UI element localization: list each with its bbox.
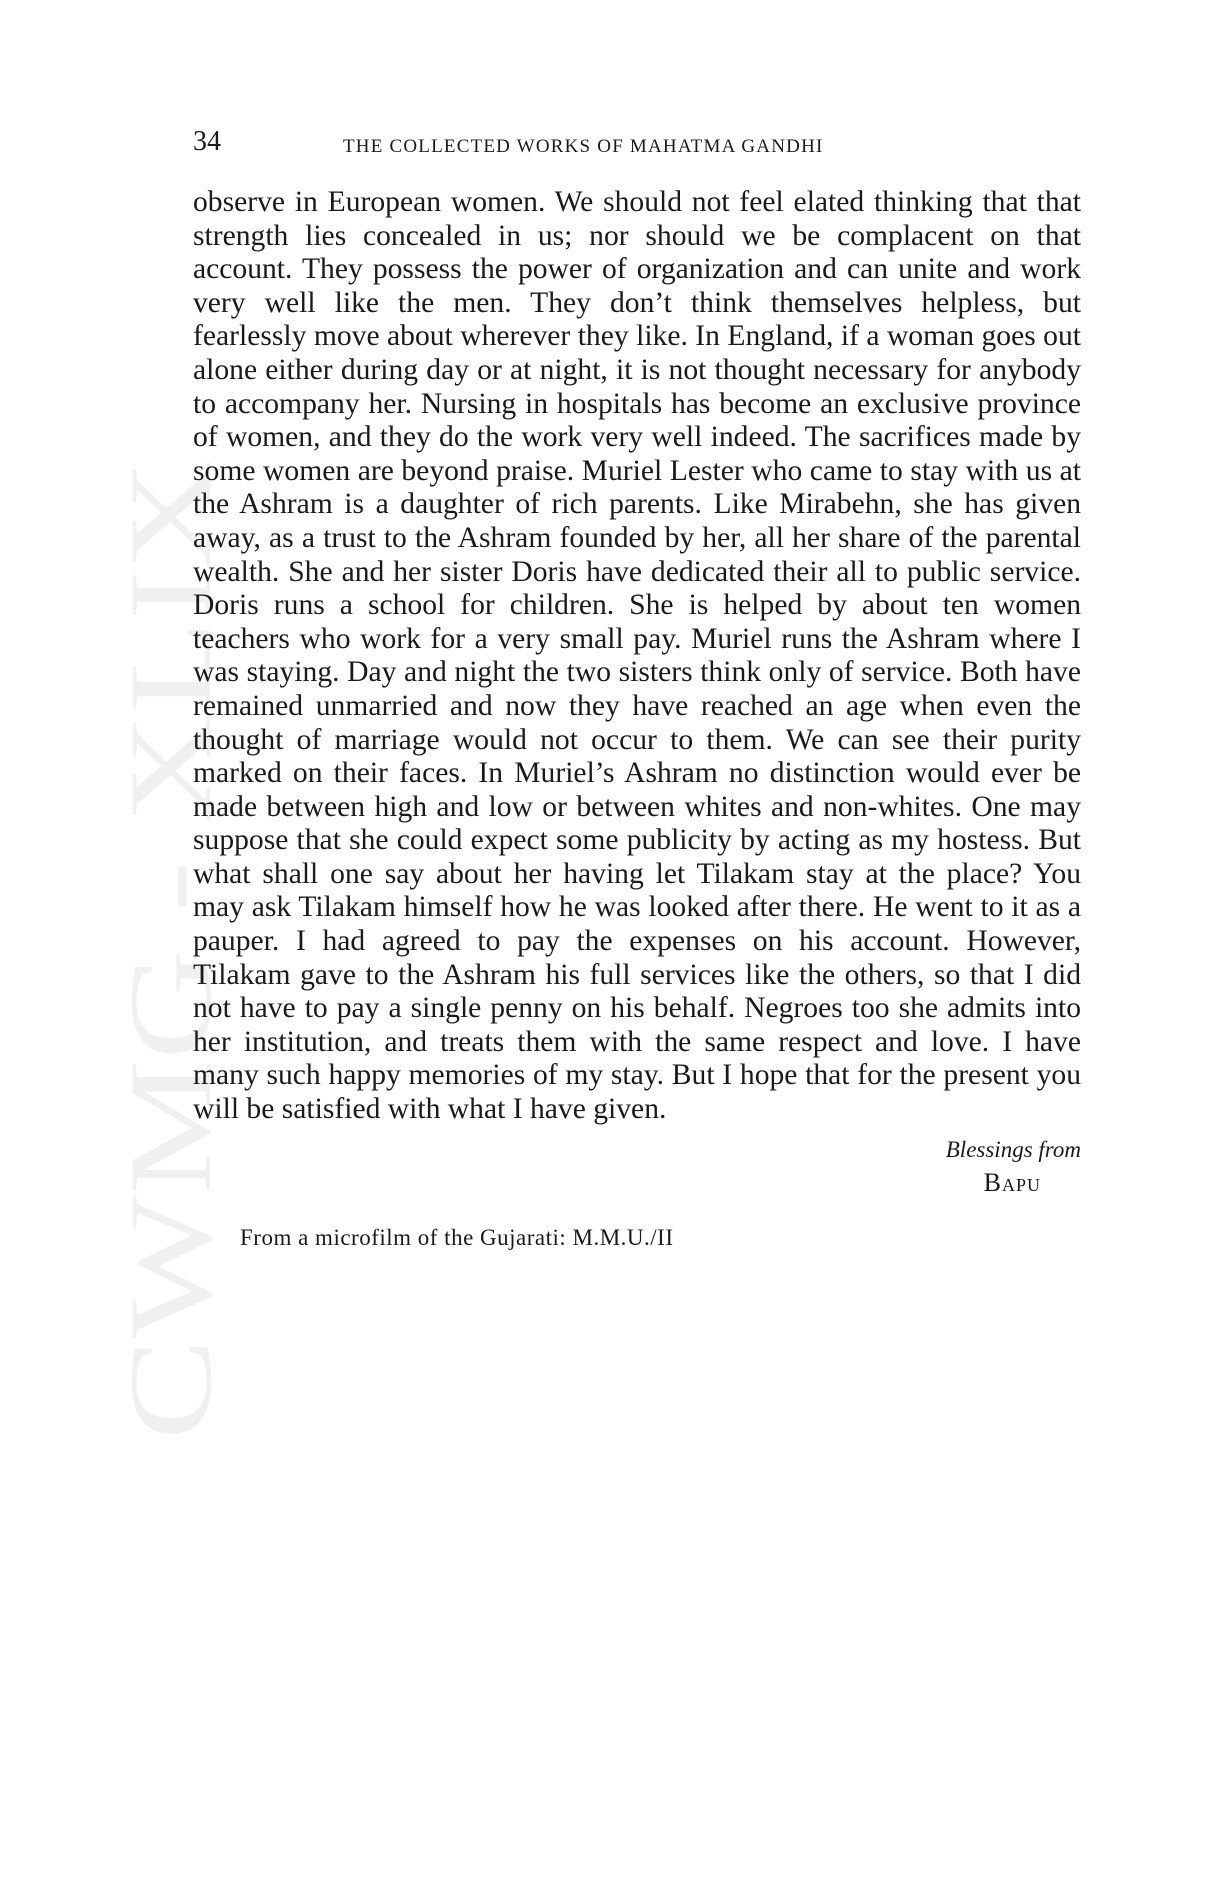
letter-closing [193,1135,1081,1201]
running-header [193,128,1081,168]
closing-salutation: Blessings from [945,1136,1081,1162]
watermark-text: CWMG - XLIX [105,679,236,1440]
body-paragraph: observe in European women. We should not feel elated thinking that that strength lies concealed in us; nor should we be complacent on that account. They possess the power of organization and can unite and work very well like the men. They don’t think themselves helpless, but fearlessly move about wherever they like. In England, if a woman goes out alone either during day or at night, it is not thought necessary for anybody to accompany her. Nursing in hospitals has become an exclusive province of women, and they do the work very well indeed. The sacrifices made by some women are beyond praise. Muriel Lester who came to stay with us at the Ashram is a daughter of rich parents. Like Mirabehn, she has given away, as a trust to the Ashram founded by her, all her share of the parental wealth. She and her sister Doris have dedicated their all to public service. Doris runs a school for children. She is helped by about ten women teachers who work for a very small pay. Muriel runs the Ashram where I was staying. Day and night the two sisters think only of service. Both have remained unmarried and now they have reached an age when even the thought of marriage would not occur to them. We can see their purity marked on their faces. In Muriel’s Ashram no distinction would ever be made between high and low or between whites and non-whites. One may suppose that she could expect some publicity by acting as my hostess. But what shall one say about her having let Tilakam stay at the place? You may ask Tilakam himself how he was looked after there. He went to it as a pauper. I had agreed to pay the expenses on his account. However, Tilakam gave to the Ashram his full services like the others, so that I did not have to pay a single penny on his behalf. Negroes too she admits into her institution, and treats them with the same respect and love. I have many such happy memories of my stay. But I hope that for the present you will be satisfied with what I have given. [193,186,1081,1126]
page-number: 34 [193,126,221,157]
document-page [193,128,1081,1253]
signature: Bapu [983,1167,1041,1197]
running-title: THE COLLECTED WORKS OF MAHATMA GANDHI [343,136,824,157]
source-note: From a microfilm of the Gujarati: M.M.U./II [240,1224,674,1250]
